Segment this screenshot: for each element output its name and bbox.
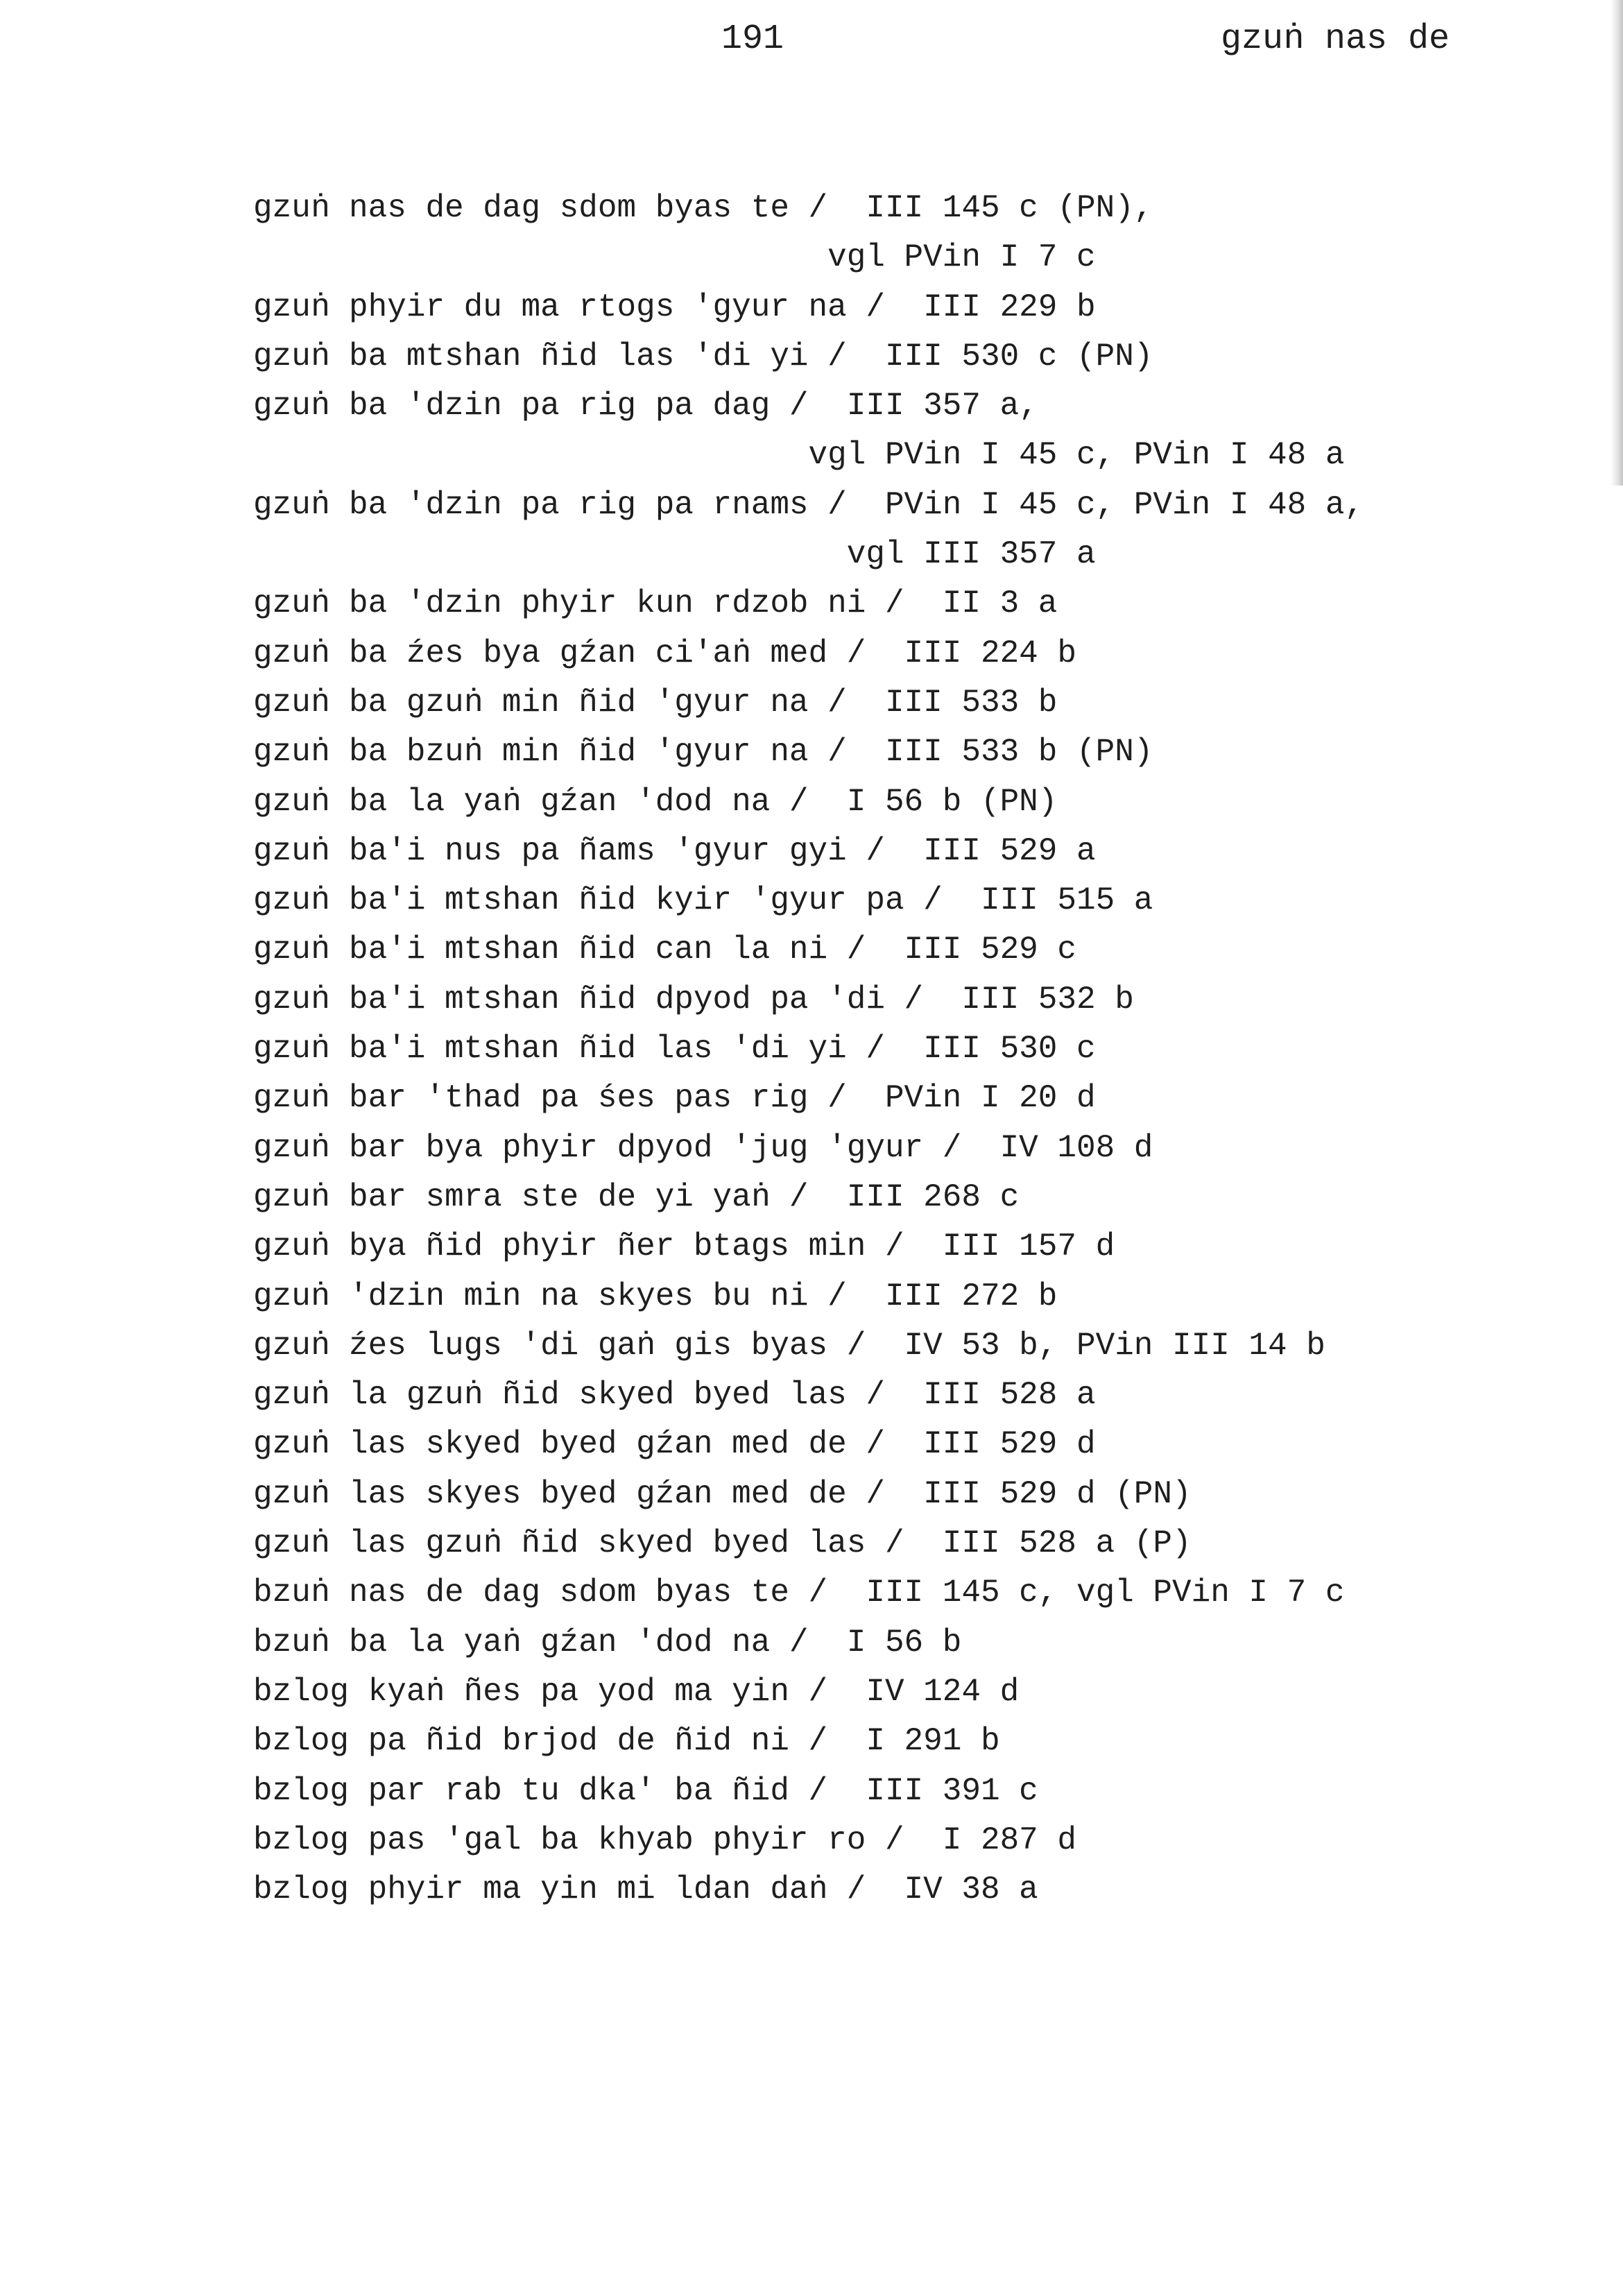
index-entry-text: gzuṅ nas de dag sdom byas te / III 145 c (PN), bbox=[253, 190, 1153, 226]
index-entry bbox=[253, 382, 1571, 481]
index-entry bbox=[253, 1074, 1571, 1123]
index-entry-text: gzuṅ bar smra ste de yi yaṅ / III 268 c bbox=[253, 1179, 1020, 1215]
index-entry bbox=[253, 332, 1571, 382]
index-entry-text: gzuṅ ba mtshan ñid las 'di yi / III 530 c (PN) bbox=[253, 338, 1153, 375]
index-entry bbox=[253, 876, 1571, 925]
index-entry bbox=[253, 1222, 1571, 1271]
index-entry bbox=[253, 1568, 1571, 1618]
index-entry bbox=[253, 184, 1571, 283]
index-entry bbox=[253, 1816, 1571, 1865]
index-entry-text: gzuṅ ba'i mtshan ñid las 'di yi / III 530 c bbox=[253, 1031, 1096, 1068]
index-entry-text: gzuṅ bya ñid phyir ñer btags min / III 157 d bbox=[253, 1228, 1115, 1265]
index-entry bbox=[253, 1470, 1571, 1519]
index-entry-list bbox=[253, 184, 1571, 1914]
index-entry-text: bzlog par rab tu dka' ba ñid / III 391 c bbox=[253, 1772, 1038, 1809]
index-entry-text: gzuṅ bar 'thad pa śes pas rig / PVin I 20 d bbox=[253, 1080, 1096, 1117]
index-entry-text: gzuṅ ba'i mtshan ñid can la ni / III 529 c bbox=[253, 932, 1076, 968]
index-entry bbox=[253, 1173, 1571, 1222]
index-entry bbox=[253, 1668, 1571, 1717]
index-entry bbox=[253, 1717, 1571, 1766]
index-entry-text: gzuṅ ba gzuṅ min ñid 'gyur na / III 533 b bbox=[253, 684, 1058, 721]
index-entry bbox=[253, 283, 1571, 332]
index-entry bbox=[253, 1371, 1571, 1420]
index-entry-text: gzuṅ bar bya phyir dpyod 'jug 'gyur / IV 108 d bbox=[253, 1129, 1153, 1166]
index-entry bbox=[253, 579, 1571, 628]
index-entry bbox=[253, 1272, 1571, 1321]
index-entry bbox=[253, 1321, 1571, 1371]
index-entry-text: gzuṅ ba'i nus pa ñams 'gyur gyi / III 529 a bbox=[253, 832, 1096, 869]
index-entry-text: gzuṅ ba'i mtshan ñid kyir 'gyur pa / III 515 a bbox=[253, 882, 1153, 919]
scan-edge bbox=[1611, 0, 1623, 486]
index-entry-text: bzlog pa ñid brjod de ñid ni / I 291 b bbox=[253, 1723, 1000, 1760]
index-entry bbox=[253, 1025, 1571, 1074]
index-entry-continuation: vgl PVin I 7 c bbox=[253, 239, 1096, 276]
index-entry-text: gzuṅ ba źes bya gźan ci'aṅ med / III 224 b bbox=[253, 635, 1076, 671]
index-entry bbox=[253, 1865, 1571, 1914]
running-head: gzuṅ nas de bbox=[1221, 19, 1450, 59]
index-entry-text: gzuṅ ba bzuṅ min ñid 'gyur na / III 533 b (PN) bbox=[253, 734, 1153, 771]
index-entry-text: gzuṅ la gzuṅ ñid skyed byed las / III 528 a bbox=[253, 1377, 1096, 1414]
index-entry bbox=[253, 481, 1571, 580]
index-entry-text: bzlog phyir ma yin mi ldan daṅ / IV 38 a bbox=[253, 1871, 1038, 1908]
index-entry-text: bzlog kyaṅ ñes pa yod ma yin / IV 124 d bbox=[253, 1673, 1020, 1710]
index-entry-text: gzuṅ las gzuṅ ñid skyed byed las / III 528 a (P) bbox=[253, 1525, 1192, 1562]
index-entry-text: bzuṅ ba la yaṅ gźan 'dod na / I 56 b bbox=[253, 1624, 962, 1661]
index-entry-text: bzlog pas 'gal ba khyab phyir ro / I 287 d bbox=[253, 1822, 1076, 1858]
index-entry-text: gzuṅ ba la yaṅ gźan 'dod na / I 56 b (PN) bbox=[253, 783, 1058, 820]
index-entry bbox=[253, 629, 1571, 678]
index-entry bbox=[253, 1420, 1571, 1469]
index-entry bbox=[253, 1618, 1571, 1668]
index-entry bbox=[253, 975, 1571, 1025]
index-entry-continuation: vgl PVin I 45 c, PVin I 48 a bbox=[253, 437, 1345, 474]
index-entry-text: gzuṅ ba 'dzin pa rig pa dag / III 357 a, bbox=[253, 388, 1038, 425]
index-entry bbox=[253, 1519, 1571, 1568]
index-entry-text: gzuṅ źes lugs 'di gaṅ gis byas / IV 53 b, PVin III 14 b bbox=[253, 1327, 1325, 1364]
page-number: 191 bbox=[721, 19, 784, 59]
index-entry bbox=[253, 1124, 1571, 1173]
index-entry bbox=[253, 1767, 1571, 1816]
index-entry bbox=[253, 778, 1571, 827]
index-entry-continuation: vgl III 357 a bbox=[253, 536, 1096, 573]
index-entry bbox=[253, 678, 1571, 728]
index-entry-text: gzuṅ las skyed byed gźan med de / III 529 d bbox=[253, 1426, 1096, 1463]
index-entry-text: gzuṅ 'dzin min na skyes bu ni / III 272 b bbox=[253, 1278, 1058, 1314]
index-entry bbox=[253, 728, 1571, 777]
index-entry-text: gzuṅ ba 'dzin pa rig pa rnams / PVin I 45 c, PVin I 48 a, bbox=[253, 486, 1364, 523]
index-entry-text: gzuṅ ba 'dzin phyir kun rdzob ni / II 3 a bbox=[253, 585, 1058, 622]
index-entry bbox=[253, 925, 1571, 975]
index-entry-text: gzuṅ phyir du ma rtogs 'gyur na / III 229 b bbox=[253, 289, 1096, 325]
index-entry-text: gzuṅ ba'i mtshan ñid dpyod pa 'di / III 532 b bbox=[253, 981, 1134, 1018]
index-entry-text: bzuṅ nas de dag sdom byas te / III 145 c, vgl PVin I 7 c bbox=[253, 1575, 1345, 1611]
index-entry-text: gzuṅ las skyes byed gźan med de / III 529 d (PN) bbox=[253, 1475, 1192, 1512]
index-entry bbox=[253, 827, 1571, 876]
